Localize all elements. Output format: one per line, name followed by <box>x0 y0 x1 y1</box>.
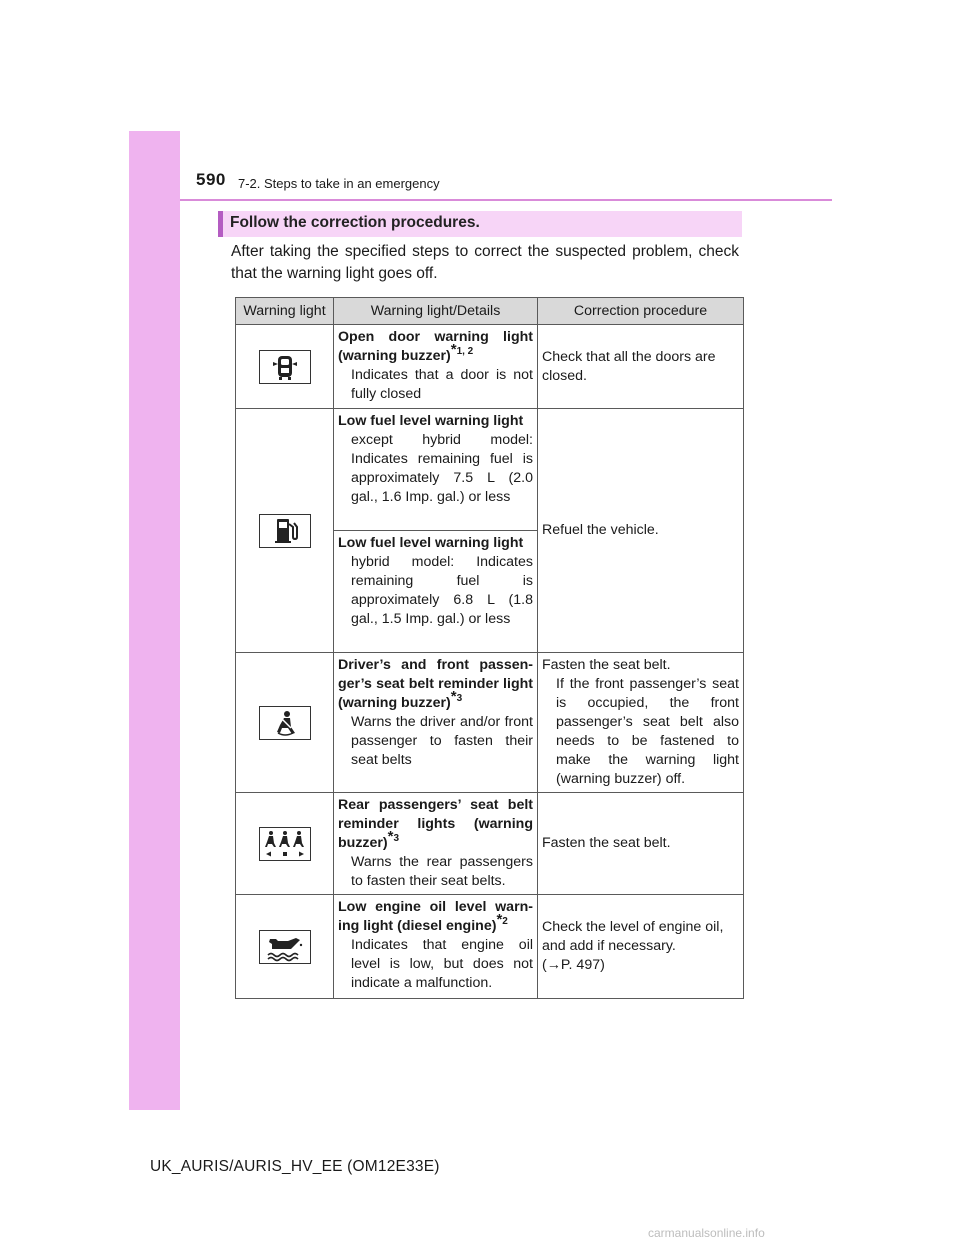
details-cell <box>334 409 538 531</box>
correction-cell <box>538 409 744 653</box>
icon-cell <box>236 895 334 999</box>
table-row <box>236 409 744 531</box>
column-header: Correction procedure <box>538 298 744 325</box>
warning-title: Low fuel level warning light <box>338 413 524 429</box>
footnote-ref: 3 <box>456 693 463 704</box>
intro-paragraph: After taking the specified steps to correct the suspected problem, check that the warning light goes off. <box>231 243 739 282</box>
correction-cell <box>538 325 744 409</box>
heading-accent <box>218 211 223 237</box>
warning-title: Driver’s and front passen-ger’s seat belt reminder light (warning buzzer) <box>338 657 533 711</box>
table-row <box>236 793 744 895</box>
correction-cell <box>538 895 744 999</box>
warning-details: hybrid model: Indicates remaining fuel is approximately 6.8 L (1.8 gal., 1.5 Imp. gal.) or less <box>351 554 533 627</box>
column-header: Warning light/Details <box>334 298 538 325</box>
fuel-pump-icon <box>259 514 311 548</box>
warning-details: Warns the driver and/or front passenger to fasten their seat belts <box>351 714 533 768</box>
heading-bar <box>218 211 742 237</box>
table-row <box>236 653 744 793</box>
warning-title: Rear passengers’ seat belt reminder lights (warning buzzer) <box>338 797 533 851</box>
seatbelt-icon <box>259 706 311 740</box>
warning-details: Warns the rear passengers to fasten their seat belts. <box>351 854 533 889</box>
correction-cell <box>538 653 744 793</box>
heading-text: Follow the correction procedures. <box>230 214 480 231</box>
table-row <box>236 325 744 409</box>
details-cell: Open door warning light (warning buzzer)$^{*1, 2}$ Indicates that a door is not fully closed <box>334 325 538 409</box>
page-number: 590 <box>196 170 226 189</box>
correction-cell <box>538 793 744 895</box>
page-reference: (→P. 497) <box>542 957 605 973</box>
warning-details: Indicates that a door is not fully closed <box>351 367 533 402</box>
icon-cell <box>236 409 334 653</box>
icon-cell <box>236 325 334 409</box>
warning-details: Indicates that engine oil level is low, but does not indicate a malfunction. <box>351 937 533 991</box>
details-cell: Rear passengers’ seat belt reminder lights (warning buzzer)$^{*3}$ Warns the rear passengers to fasten their seat belts. <box>334 793 538 895</box>
icon-cell <box>236 793 334 895</box>
chapter-sidebar-tab <box>129 131 180 1110</box>
correction-text: Check the level of engine oil, and add if necessary. <box>542 919 724 954</box>
warning-title: Low fuel level warning light <box>338 535 524 551</box>
section-title: 7-2. Steps to take in an emergency <box>238 176 440 191</box>
icon-cell <box>236 653 334 793</box>
correction-text: Fasten the seat belt. <box>542 657 671 673</box>
footnote-ref: 2 <box>502 916 508 927</box>
table-header-row <box>236 298 744 325</box>
details-cell <box>334 531 538 653</box>
warning-details: except hybrid model: Indicates remaining fuel is approximately 7.5 L (2.0 gal., 1.6 Imp. gal.) or less <box>351 432 533 505</box>
correction-text: Refuel the vehicle. <box>542 522 659 538</box>
oil-can-icon <box>259 930 311 964</box>
column-header: Warning light <box>236 298 334 325</box>
table-row <box>236 895 744 999</box>
warning-light-table <box>235 297 744 999</box>
footnote-ref: 1, 2 <box>456 346 474 357</box>
header-divider <box>180 199 832 201</box>
correction-details: If the front passenger’s seat is occupied, the front passenger’s seat belt also needs to be fastened to make the warning light (warning buzzer) off. <box>556 676 739 787</box>
footnote-ref: 3 <box>393 833 400 844</box>
rear-seatbelt-icon <box>259 827 311 861</box>
footer-model-code: UK_AURIS/AURIS_HV_EE (OM12E33E) <box>150 1158 440 1175</box>
warning-title: Open door warning light (warning buzzer) <box>338 329 533 364</box>
correction-text: Check that all the doors are closed. <box>542 348 716 384</box>
correction-text: Fasten the seat belt. <box>542 835 671 851</box>
open-door-icon <box>259 350 311 384</box>
details-cell: Low engine oil level warn-ing light (diesel engine)$^{*2}$ Indicates that engine oil level is low, but does not indicate a malfunction. <box>334 895 538 999</box>
watermark: carmanualsonline.info <box>648 1226 765 1240</box>
warning-title: Low engine oil level warn-ing light (diesel engine) <box>338 899 533 934</box>
details-cell: Driver’s and front passen-ger’s seat belt reminder light (warning buzzer)$^{*3}$ Warns the driver and/or front passenger to fasten their seat belts <box>334 653 538 793</box>
